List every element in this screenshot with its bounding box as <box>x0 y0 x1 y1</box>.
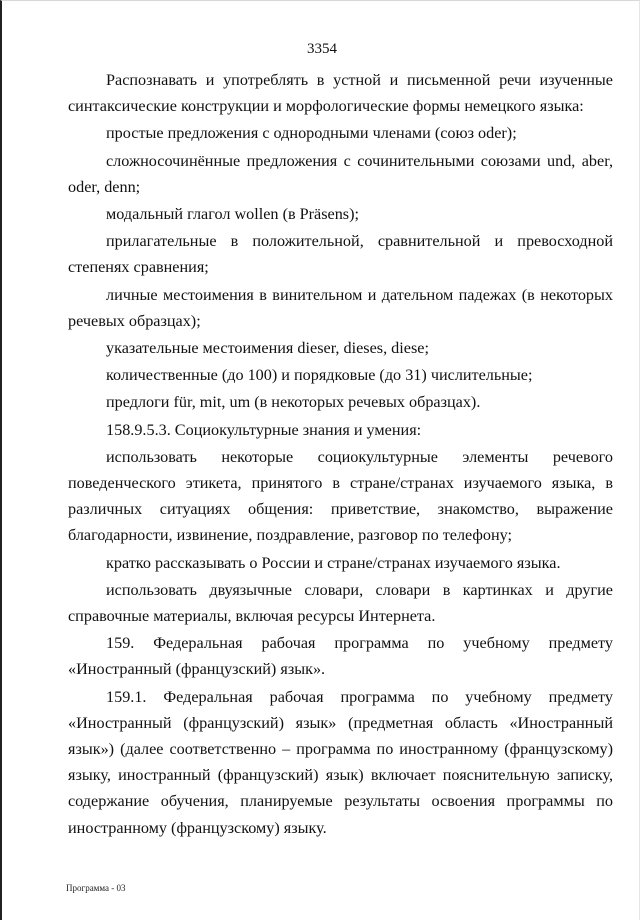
paragraph-item: использовать некоторые социокультурные элементы речевого поведенческого этикета, принятого в стране/странах изучаемого языка, в различных ситуациях общения: приветствие, знакомство, выражение благодарности, извинение, поздравление, разговор по телефону; <box>68 447 613 545</box>
paragraph-item: модальный глагол wollen (в Präsens); <box>106 205 359 224</box>
section-heading: 158.9.5.3. Социокультурные знания и умения: <box>106 420 422 439</box>
paragraph-item: указательные местоимения dieser, dieses, diese; <box>106 339 429 358</box>
page-number: 3354 <box>307 41 337 57</box>
section-heading: 159. Федеральная рабочая программа по учебному предмету «Иностранный (французский) язык». <box>68 634 613 679</box>
paragraph-item: личные местоимения в винительном и дательном падежах (в некоторых речевых образцах); <box>68 285 613 330</box>
paragraph-intro: Распознавать и употреблять в устной и письменной речи изученные синтаксические конструкции и морфологические формы немецкого языка: <box>68 71 613 116</box>
footer-label: Программа - 03 <box>66 883 126 893</box>
paragraph-item: предлоги für, mit, um (в некоторых речевых образцах). <box>106 393 481 412</box>
paragraph-item: сложносочинённые предложения с сочинительными союзами und, aber, oder, denn; <box>68 151 613 196</box>
paragraph-item: использовать двуязычные словари, словари в картинках и другие справочные материалы, включая ресурсы Интернета. <box>68 580 613 626</box>
paragraph-item: количественные (до 100) и порядковые (до 31) числительные; <box>106 366 533 385</box>
paragraph-item: простые предложения с однородными членами (союз oder); <box>106 124 517 143</box>
paragraph-item: 159.1. Федеральная рабочая программа по учебному предмету «Иностранный (французский) язык» (предметная область «Иностранный язык») (далее соответственно – программа по иностранному (французскому) языку, иностранный (французский) язык) включает пояснительную записку, содержание обучения, планируемые результаты освоения программы по иностранному (французскому) языку. <box>68 687 613 837</box>
paragraph-item: прилагательные в положительной, сравнительной и превосходной степенях сравнения; <box>68 232 613 277</box>
body-text <box>68 67 613 841</box>
paragraph-item: кратко рассказывать о России и стране/странах изучаемого языка. <box>106 553 561 572</box>
